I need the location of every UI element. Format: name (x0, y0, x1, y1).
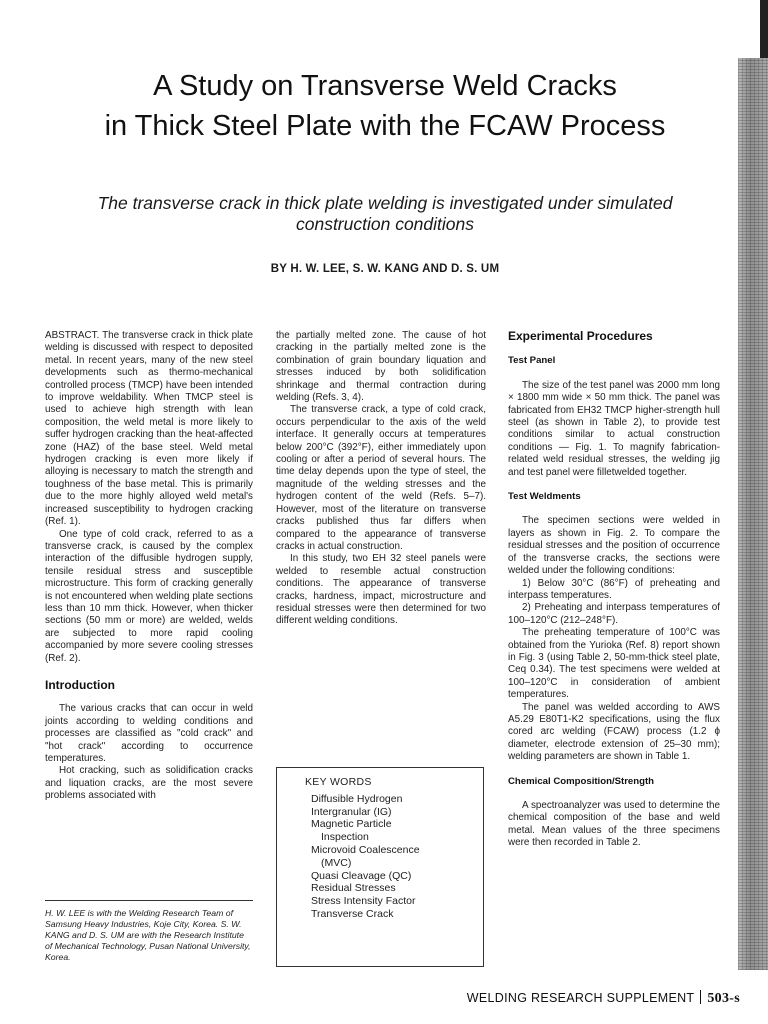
col2-paragraph-3: In this study, two EH 32 steel panels were welded to resemble actual construction conditions. The appearance of transverse cracks, hardness, impact, microstructure and residual stresses were then determined for two different welding conditions. (276, 553, 486, 627)
scan-edge-shadow (738, 58, 768, 970)
intro-paragraph-1: The various cracks that can occur in weld joints according to welding conditions and processes are classified as "cold crack" and "hot crack" according to occurrence temperatures. (45, 703, 253, 764)
test-weldments-paragraph-5: The panel was welded according to AWS A5.29 E80T1-K2 specifications, using the flux cored arc welding (FCAW) process (1.2 ϕ diameter, electrode extension of 25–30 mm); welding parameters are shown in Table 1. (508, 701, 720, 763)
keyword-item: Magnetic Particle (311, 818, 392, 831)
keyword-item: Diffusible Hydrogen (311, 792, 403, 805)
column-2 (276, 330, 486, 628)
keyword-item: Stress Intensity Factor (311, 895, 416, 908)
page-number: 503-s (707, 991, 740, 1006)
col2-paragraph-2: The transverse crack, a type of cold crack, occurs perpendicular to the axis of the weld interface. It generally occurs at temperatures below 200°C (392°F), either immediately upon cooling or after a period of several hours. The time delay depends upon the type of steel, the magnitude of the welding stresses and the hydrogen content of the weld (Refs. 5–7). However, most of the literature on transverse cracks published thus far differs when compared to the appearance of transverse cracks in actual construction. (276, 404, 486, 552)
experimental-procedures-heading: Experimental Procedures (508, 329, 653, 343)
footer-divider (700, 990, 701, 1004)
chemical-composition-paragraph: A spectroanalyzer was used to determine the chemical composition of the base and weld metal. Mean values of the three specimens were then recorded in Table 2. (508, 800, 720, 849)
abstract-paragraph: ABSTRACT. The transverse crack in thick plate welding is discussed with respect to deposited metal. In recent years, many of the new steel developments such as thermo-mechanical controlled process (TMCP) have been intended to improve weldability. When TMCP steel is used to achieve high strength with lean composition, the weld metal is more likely to suffer hydrogen cracking than the heat-affected zone (HAZ) of the base steel. Weld metal hydrogen cracking is even more likely if alloying is necessary to match the strength and toughness of the base metal. This is primarily due to the more highly alloyed weld metal's increased susceptibility to hydrogen cracking (Ref. 1). (45, 330, 253, 528)
test-panel-paragraph: The size of the test panel was 2000 mm long × 1800 mm wide × 50 mm thick. The panel was fabricated from EH32 TMCP higher-strength hull steel (as shown in Table 2), to provide test conditions similar to actual construction conditions — Fig. 1. To magnify fabrication-related weld residual stresses, the welding jig and test panel were filletwelded together. (508, 379, 720, 478)
keyword-item: Inspection (321, 831, 369, 844)
keywords-box (276, 767, 484, 967)
test-weldments-paragraph-1: The specimen sections were welded in layers as shown in Fig. 2. To compare the residual stresses and the position of occurrence of the transverse cracks, the sections were welded under the following conditions: (508, 515, 720, 577)
keyword-item: Microvoid Coalescence (311, 843, 420, 856)
subtitle-line-1: The transverse crack in thick plate welding is investigated under simulated (97, 193, 673, 213)
keyword-item: Intergranular (IG) (311, 805, 392, 818)
test-panel-subheading: Test Panel (508, 355, 556, 367)
author-footnote: H. W. LEE is with the Welding Research Team of Samsung Heavy Industries, Koje City, Korea. S. W. KANG and D. S. UM are with the Research Institute of Mechanical Technology, Pusan National University, Korea. (45, 908, 251, 963)
introduction-heading: Introduction (45, 677, 115, 692)
keyword-item: Residual Stresses (311, 882, 396, 895)
title-line-1: A Study on Transverse Weld Cracks (153, 70, 617, 102)
keyword-item: Transverse Crack (311, 907, 394, 920)
paper-subtitle (60, 193, 710, 235)
intro-paragraph-2: Hot cracking, such as solidification cracks and liquation cracks, are the most severe problems associated with (45, 765, 253, 802)
test-weldments-subheading: Test Weldments (508, 491, 581, 503)
scan-edge-top (760, 0, 768, 58)
keyword-item: Quasi Cleavage (QC) (311, 869, 412, 882)
journal-name: WELDING RESEARCH SUPPLEMENT (466, 991, 695, 1005)
paper-title (60, 66, 710, 146)
page-footer (467, 990, 740, 1007)
keyword-item: (MVC) (321, 856, 352, 869)
keywords-title: KEY WORDS (305, 776, 372, 788)
abstract-paragraph-2: One type of cold crack, referred to as a transverse crack, is caused by the complex interaction of the diffusible hydrogen supply, tensile residual stress and susceptible microstructure. This form of cracking generally is not encountered when welding plate sections less than 10 mm thick. However, when thicker sections (50 mm or more) are welded, welds are subjected to more rapid cooling accompanied by more severe cooling stresses (Ref. 2). (45, 528, 253, 664)
author-byline: BY H. W. LEE, S. W. KANG AND D. S. UM (270, 263, 500, 275)
column-3 (508, 330, 720, 850)
test-weldments-paragraph-2: 1) Below 30°C (86°F) of preheating and interpass temperatures. (508, 577, 720, 601)
chemical-composition-subheading: Chemical Composition/Strength (508, 775, 655, 787)
test-weldments-paragraph-3: 2) Preheating and interpass temperatures of 100–120°C (212–248°F). (508, 602, 720, 626)
test-weldments-paragraph-4: The preheating temperature of 100°C was obtained from the Yurioka (Ref. 8) report shown in Fig. 3 (using Table 2, 50-mm-thick steel plate, Ceq 0.34). The test specimens were welded at 100–120°C in consideration of ambient temperatures. (508, 627, 720, 701)
subtitle-line-2: construction conditions (295, 214, 475, 234)
col2-paragraph-1: the partially melted zone. The cause of hot cracking in the partially melted zone is the combination of grain boundary liquation and stresses induced by both solidification shrinkage and thermal contraction during welding (Refs. 3, 4). (276, 330, 486, 404)
footnote-divider (45, 900, 253, 901)
column-1 (45, 330, 253, 803)
keywords-list (311, 793, 483, 921)
title-line-2: in Thick Steel Plate with the FCAW Process (104, 110, 666, 142)
